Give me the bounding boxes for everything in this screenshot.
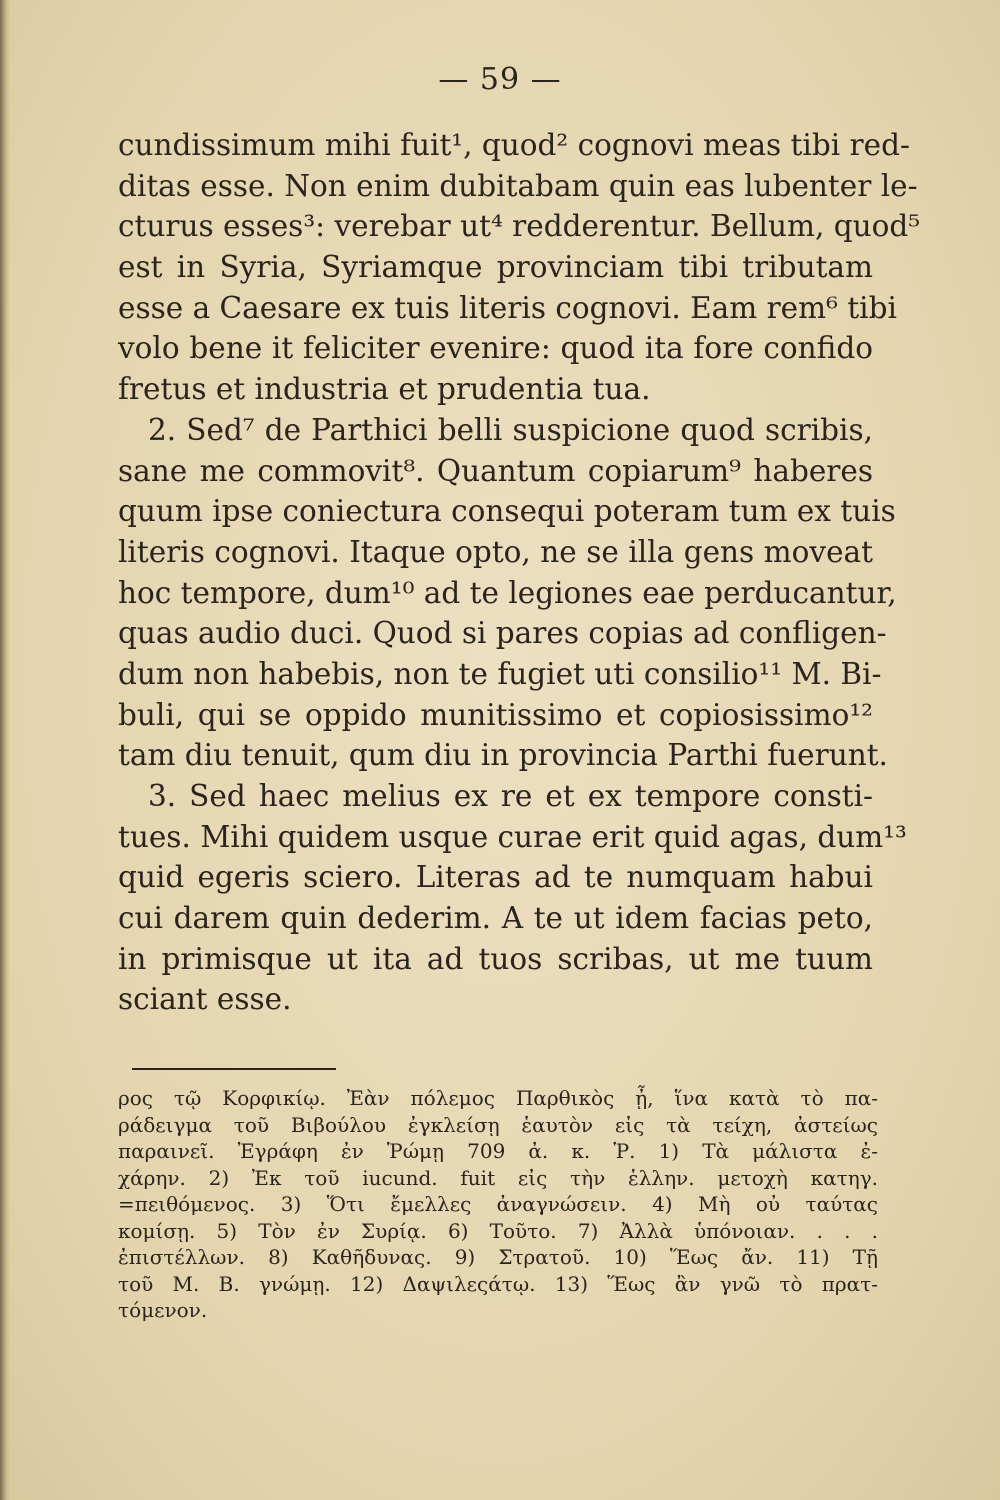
text-line: dum non habebis, non te fugiet uti consilio¹¹ M. Bi- bbox=[118, 656, 882, 691]
text-line: ditas esse. Non enim dubitabam quin eas lubenter le- bbox=[118, 168, 918, 203]
footnotes bbox=[118, 1085, 878, 1324]
text-line: volo bene it feliciter evenire: quod ita fore confido bbox=[118, 331, 873, 366]
text-line: est in Syria, Syriamque provinciam tibi tributam bbox=[118, 250, 873, 285]
footnote-line: =πειθόμενος. 3) Ὅτι ἔμελλες ἀναγνώσειν. 4) Μὴ οὐ ταύτας bbox=[118, 1192, 878, 1216]
footnote-line: κομίσῃ. 5) Τὸν ἐν Συρίᾳ. 6) Τοῦτο. 7) Ἀλλὰ ὑπόνοιαν. . . . bbox=[118, 1218, 878, 1243]
footnote-line: ἐπιστέλλων. 8) Καθῆδυνας. 9) Στρατοῦ. 10) Ἕως ἄν. 11) Τῇ bbox=[118, 1245, 878, 1269]
text-line: fretus et industria et prudentia tua. bbox=[118, 372, 651, 407]
text-line: buli, qui se oppido munitissimo et copiosissimo¹² bbox=[118, 697, 873, 732]
text-line: sane me commovit⁸. Quantum copiarum⁹ haberes bbox=[118, 453, 873, 488]
footnote-line: παραινεῖ. Ἐγράφη ἐν Ῥώμῃ 709 ἀ. κ. Ῥ. 1) Τὰ μάλιστα ἐ- bbox=[118, 1139, 878, 1163]
page-number: — 59 — bbox=[438, 62, 562, 97]
text-line: esse a Caesare ex tuis literis cognovi. Eam rem⁶ tibi bbox=[118, 290, 897, 325]
text-line: quid egeris sciero. Literas ad te numquam habui bbox=[118, 860, 873, 895]
text-line: quum ipse coniectura consequi poteram tum ex tuis bbox=[118, 494, 896, 529]
text-line: quas audio duci. Quod si pares copias ad confligen- bbox=[118, 616, 887, 651]
footnote-line: τοῦ M. B. γνώμῃ. 12) Δαψιλεςάτῳ. 13) Ἕως ἂν γνῶ τὸ πρατ- bbox=[118, 1271, 878, 1296]
footnote-line: ρος τῷ Κορφικίῳ. Ἐὰν πόλεμος Παρθικὸς ᾖ, ἵνα κατὰ τὸ πα- bbox=[118, 1086, 878, 1110]
footnote-separator bbox=[132, 1068, 336, 1070]
text-line: cundissimum mihi fuit¹, quod² cognovi meas tibi red- bbox=[118, 128, 910, 162]
text-line: tam diu tenuit, qum diu in provincia Parthi fuerunt. bbox=[118, 738, 888, 773]
paragraph-2-start: 2. Sed⁷ de Parthici belli suspicione quod scribis, bbox=[148, 412, 873, 447]
text-line: literis cognovi. Itaque opto, ne se illa gens moveat bbox=[118, 534, 873, 569]
footnote-line: τόμενον. bbox=[118, 1298, 208, 1322]
footnote-line: ράδειγμα τοῦ Βιβούλου ἐγκλείσῃ ἑαυτὸν εἰς τὰ τείχη, ἀστείως bbox=[118, 1112, 878, 1137]
footnote-line: χάρην. 2) Ἐκ τοῦ iucund. fuit εἰς τὴν ἑλλην. μετοχὴ κατηγ. bbox=[118, 1165, 878, 1190]
text-line: cturus esses³: verebar ut⁴ redderentur. Bellum, quod⁵ bbox=[118, 209, 921, 244]
paragraph-3-start: 3. Sed haec melius ex re et ex tempore consti- bbox=[148, 779, 873, 813]
text-line: in primisque ut ita ad tuos scribas, ut me tuum bbox=[118, 941, 873, 976]
main-text bbox=[118, 125, 921, 1020]
text-line: tues. Mihi quidem usque curae erit quid agas, dum¹³ bbox=[118, 819, 907, 854]
text-line: hoc tempore, dum¹⁰ ad te legiones eae perducantur, bbox=[118, 575, 897, 610]
page-edge bbox=[0, 0, 10, 1500]
text-line: sciant esse. bbox=[118, 982, 292, 1017]
text-line: cui darem quin dederim. A te ut idem facias peto, bbox=[118, 901, 873, 936]
